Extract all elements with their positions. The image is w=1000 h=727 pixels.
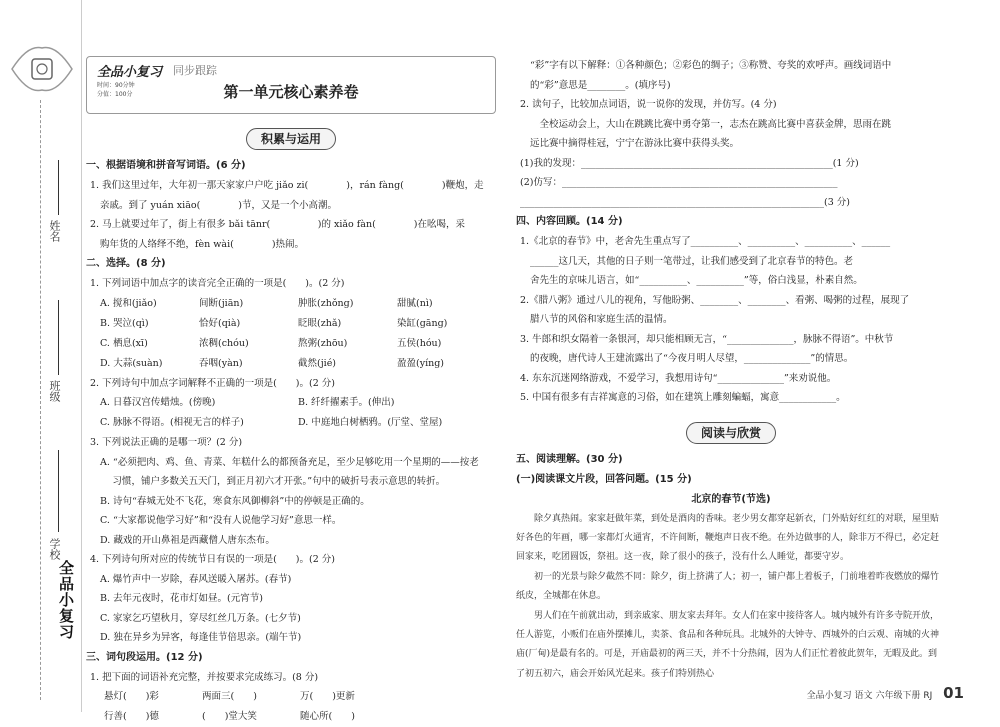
question-line: 1. 下列词语中加点字的读音完全正确的一项是( )。(2 分) xyxy=(90,278,345,289)
footer-edition: RJ xyxy=(923,691,933,701)
option-item: 截然(jié) xyxy=(298,357,337,369)
question-line: 购年货的人络绎不绝，fèn wài( )热闹。 xyxy=(100,238,305,250)
option-item: 五侯(hóu) xyxy=(397,337,442,349)
question-line: B. 去年元夜时，花市灯如昼。(元宵节) xyxy=(100,593,263,604)
question-line: B. 诗句“春城无处不飞花，寒食东风御柳斜”中的停顿是正确的。 xyxy=(100,495,370,507)
question-line: 1. 把下面的词语补充完整，并按要求完成练习。(8 分) xyxy=(90,671,319,683)
score-total: 分值：100分 xyxy=(97,91,133,98)
option-item: A. 搅和(jiǎo) xyxy=(100,297,157,309)
option-item: 盈盈(yíng) xyxy=(397,357,445,369)
question-line: A. “必须把肉、鸡、鱼、青菜、年糕什么的都预备充足，至少足够吃用一个星期的——按老 xyxy=(100,456,479,468)
question-line: 腊八节的风俗和家庭生活的温情。 xyxy=(530,314,673,325)
question-line: C. “大家都说他学习好”和“没有人说他学习好”意思一样。 xyxy=(100,515,342,526)
section-heading: 三、词句段运用。(12 分) xyxy=(86,651,203,663)
ornament-icon xyxy=(8,42,76,96)
header-subtitle: 同步跟踪 xyxy=(173,64,217,77)
school-blank xyxy=(58,450,59,532)
question-line: 的“彩”意思是________。(填序号) xyxy=(530,79,671,91)
left-column xyxy=(86,56,496,727)
question-line: 2. 读句子，比较加点词语，说一说你的发现，并仿写。(4 分) xyxy=(520,99,777,110)
name-blank xyxy=(58,160,59,215)
school-label: 学校 xyxy=(48,538,61,560)
question-block xyxy=(86,156,496,294)
passage-paragraph: 男人们在午前就出动，到亲戚家、朋友家去拜年。女人们在家中接待客人。城内城外有许多寺院开放，任人游览，小贩们在庙外摆摊儿，卖茶、食品和各种玩具。北城外的大钟寺、西城外的白云观、南城的火神庙(厂甸)是最有名的。可是，开庙最初的两三天，并不十分热闹，因为人们正忙着彼此贺年，无暇及此。到了初五初六，庙会开始风光起来。孩子们特别热心 xyxy=(516,610,940,679)
section-heading: 一、根据语境和拼音写词语。(6 分) xyxy=(86,160,246,171)
class-blank xyxy=(58,300,59,375)
binding-strip xyxy=(0,0,82,712)
option-item: C. 栖息(xī) xyxy=(100,337,148,349)
question-line: 亲戚。到了 yuán xiāo( )节，又是一个小高潮。 xyxy=(100,199,337,211)
question-line: 2.《腊八粥》通过八儿的视角，写他盼粥、________、________、看粥、喝粥的过程，展现了 xyxy=(520,294,910,306)
option-item: 吞咽(yàn) xyxy=(199,357,243,369)
option-item: D. 大蒜(suàn) xyxy=(100,357,163,369)
name-label: 姓名 xyxy=(48,220,61,242)
question-line: 全校运动会上，大山在跳跳比赛中勇夺第一，志杰在跳高比赛中喜获金牌，思雨在跳 xyxy=(530,118,892,130)
option-item: B. 哭泣(qì) xyxy=(100,317,149,329)
option-item: 甜腻(nì) xyxy=(397,297,433,309)
option-row xyxy=(86,294,496,314)
option-item: C. 脉脉不得语。(相视无言的样子) xyxy=(100,417,244,428)
option-item: 染缸(gāng) xyxy=(397,317,448,329)
question-line: 的夜晚，唐代诗人王建流露出了“今夜月明人尽望，______________”的情思。 xyxy=(530,353,854,364)
question-line: (1)我的发现：_____________________________________________________(1 分) xyxy=(520,157,859,169)
word-fill-block xyxy=(86,687,496,727)
page-number: 01 xyxy=(943,684,964,702)
question-line: (2)仿写：__________________________________________________________ xyxy=(520,177,838,188)
option-item: 肿胀(zhǒng) xyxy=(298,297,354,309)
question-line: 1.《北京的春节》中，老舍先生重点写了__________、__________、__________、______ xyxy=(520,236,891,247)
question-line: 4. 东东沉迷网络游戏，不爱学习，我想用诗句“______________”来劝说他。 xyxy=(520,372,837,384)
class-label: 班级 xyxy=(48,380,61,402)
option-row xyxy=(86,354,496,374)
options-block xyxy=(86,294,496,374)
option-item: 浓稠(chóu) xyxy=(199,337,249,349)
section-heading: (一)阅读课文片段，回答问题。(15 分) xyxy=(516,473,692,485)
question-block xyxy=(86,374,496,394)
option-row xyxy=(86,413,496,433)
question-line: A. 爆竹声中一岁除，春风送暖入屠苏。(春节) xyxy=(100,573,292,585)
option-row xyxy=(86,334,496,354)
option-item: 眨眼(zhǎ) xyxy=(298,317,342,329)
brand-vertical: 全品小复习 xyxy=(57,560,75,640)
question-line: 习惯，铺户多数关五天门，到正月初六才开张。”句中的破折号表示意思的转折。 xyxy=(100,476,446,487)
option-item: A. 日暮汉宫传蜡烛。(傍晚) xyxy=(100,397,216,408)
footer-brand: 全品小复习 xyxy=(806,691,852,701)
question-line: 5. 中国有很多有吉祥寓意的习俗，如在建筑上雕刻蝙蝠，寓意____________。 xyxy=(520,392,846,403)
paper-header xyxy=(86,56,496,114)
option-row xyxy=(86,707,496,727)
footer-grade: 六年级下册 xyxy=(875,691,921,701)
question-line: 4. 下列诗句所对应的传统节日有误的一项是( )。(2 分) xyxy=(90,554,335,565)
section-heading: 五、阅读理解。(30 分) xyxy=(516,453,623,465)
cut-line xyxy=(40,100,41,700)
question-block xyxy=(516,450,946,490)
question-line: D. 独在异乡为异客，每逢佳节倍思亲。(端午节) xyxy=(100,632,302,643)
option-item: 熬粥(zhōu) xyxy=(298,337,348,349)
section-heading: 四、内容回顾。(14 分) xyxy=(516,216,623,227)
option-item: B. 纤纤擢素手。(伸出) xyxy=(298,397,395,408)
option-item: 间断(jiān) xyxy=(199,297,244,309)
passage-paragraph: 除夕真热闹。家家赶做年菜，到处是酒肉的香味。老少男女都穿起新衣，门外贴好红红的对联，屋里贴好各色的年画，哪一家都灯火通宵，不许间断，鞭炮声日夜不绝。在外边做事的人，除非万不得已，必定赶回家来，吃团圆饭，祭祖。这一夜，除了很小的孩子，没有什么人睡觉，都要守岁。 xyxy=(516,513,940,563)
passage-title: 北京的春节(节选) xyxy=(691,493,771,505)
question-line: 1. 我们这里过年，大年初一那天家家户户吃 jiǎo zi( )，rán fàng( )鞭炮，走 xyxy=(90,180,484,191)
question-block xyxy=(86,433,496,687)
question-line: 远比赛中摘得桂冠，宁宁在游泳比赛中获得头奖。 xyxy=(530,138,740,149)
question-block xyxy=(516,56,946,408)
question-line: ________________________________________________________________(3 分) xyxy=(520,196,850,208)
page-title: 第一单元核心素养卷 xyxy=(223,83,359,101)
right-column xyxy=(516,56,946,684)
question-line: “彩”字有以下解释：①各种颜色；②彩色的绸子；③称赞、夸奖的欢呼声。画线词语中 xyxy=(530,60,892,71)
option-item: 万( )更新 xyxy=(300,691,355,702)
section-heading: 二、选择。(8 分) xyxy=(86,258,166,269)
option-item: 行善( )德 xyxy=(104,711,159,722)
question-line: D. 藏戏的开山鼻祖是西藏僧人唐东杰布。 xyxy=(100,534,275,546)
option-row xyxy=(86,393,496,413)
option-item: 悬灯( )彩 xyxy=(104,691,159,702)
reading-passage xyxy=(516,510,946,685)
option-row xyxy=(86,687,496,707)
section-badge: 阅读与欣赏 xyxy=(686,422,776,444)
brand-logo: 全品小复习 xyxy=(97,65,163,80)
question-line: 2. 马上就要过年了，街上有很多 bǎi tānr( )的 xiǎo fàn( )在吆喝，采 xyxy=(90,219,465,230)
page-footer xyxy=(807,684,964,702)
question-line: 3. 牛郎和织女隔着一条银河，却只能相顾无言，“______________，脉脉不得语”。中秋节 xyxy=(520,333,894,345)
option-row xyxy=(86,314,496,334)
option-item: 恰好(qià) xyxy=(199,317,241,329)
options-block xyxy=(86,393,496,433)
option-item: 随心所( ) xyxy=(300,711,355,722)
option-item: D. 中庭地白树栖鸦。(厅堂、堂屋) xyxy=(298,417,443,428)
time-limit: 时间：90分钟 xyxy=(97,82,135,89)
question-line: 3. 下列说法正确的是哪一项？(2 分) xyxy=(90,437,243,448)
question-line: 舍先生的京味儿语言，如“__________、__________”等，俗白浅显，朴素自然。 xyxy=(530,275,863,286)
question-line: ______这几天，其他的日子则一笔带过，让我们感受到了北京春节的特色。老 xyxy=(530,255,854,267)
question-line: C. 家家乞巧望秋月，穿尽红丝几万条。(七夕节) xyxy=(100,612,301,624)
passage-paragraph: 初一的光景与除夕截然不同：除夕，街上挤满了人；初一，铺户都上着板子，门前堆着昨夜燃放的爆竹纸皮，全城都在休息。 xyxy=(516,571,940,602)
footer-subject: 语文 xyxy=(854,691,873,701)
section-badge: 积累与运用 xyxy=(246,128,336,150)
question-line: 2. 下列诗句中加点字词解释不正确的一项是( )。(2 分) xyxy=(90,377,335,389)
option-item: ( )堂大笑 xyxy=(202,711,257,722)
option-item: 两面三( ) xyxy=(202,691,257,702)
